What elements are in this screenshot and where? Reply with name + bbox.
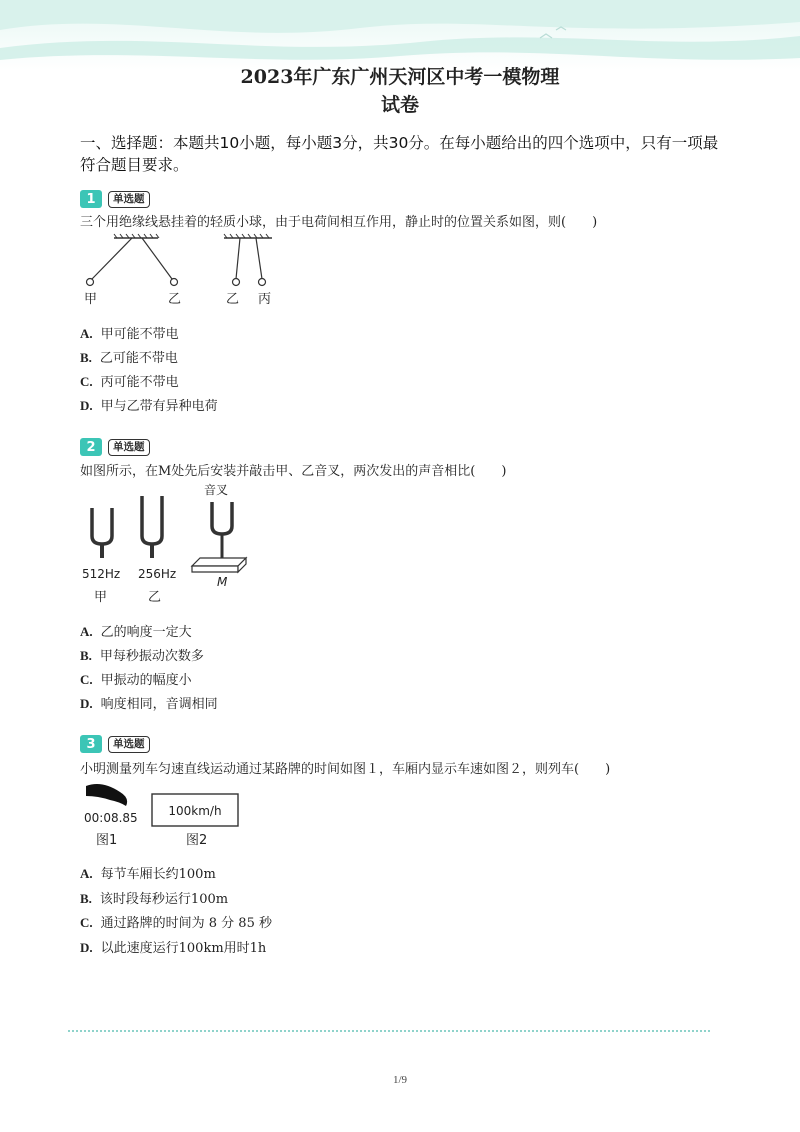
option-text: 通过路牌的时间为 8 分 85 秒: [100, 916, 272, 931]
question-type-tag: 单选题: [108, 191, 150, 208]
tuning-forks-figure: [78, 480, 258, 610]
question-type-tag: 单选题: [108, 439, 150, 456]
document-title: 2023年广东广州天河区中考一模物理: [240, 66, 560, 88]
base-label: M: [217, 575, 228, 589]
option-letter: B.: [80, 891, 92, 906]
question-1-option-b[interactable]: [80, 347, 178, 366]
option-letter: A.: [80, 624, 93, 639]
question-1-header: [80, 189, 150, 209]
option-text: 丙可能不带电: [100, 375, 179, 390]
question-1-option-c[interactable]: [80, 371, 179, 390]
option-letter: D.: [80, 940, 93, 955]
fork-b-name: 乙: [148, 590, 162, 605]
option-letter: C.: [80, 374, 93, 389]
option-text: 该时段每秒运行100m: [99, 892, 229, 907]
option-text: 每节车厢长约100m: [100, 867, 216, 882]
timer-readout: 00:08.85: [84, 811, 138, 825]
question-2-option-c[interactable]: [80, 669, 192, 688]
option-letter: D.: [80, 398, 93, 413]
label-yi: 乙: [168, 292, 182, 307]
question-2-option-d[interactable]: [80, 693, 218, 712]
question-type-tag: 单选题: [108, 736, 150, 753]
option-text: 以此速度运行100km用时1h: [100, 941, 267, 956]
question-2-stem-text: 如图所示，在M处先后安装并敲击甲、乙音叉，两次发出的声音相比( ): [80, 464, 507, 479]
option-letter: C.: [80, 672, 93, 687]
footer-divider: [68, 1030, 710, 1032]
option-letter: D.: [80, 696, 93, 711]
option-text: 甲振动的幅度小: [100, 673, 192, 688]
option-letter: A.: [80, 866, 93, 881]
header-banner: [0, 0, 800, 70]
charged-balls-figure: [80, 230, 300, 310]
option-letter: B.: [80, 350, 92, 365]
speed-display: 100km/h: [168, 804, 222, 818]
fork-a-name: 甲: [94, 590, 108, 605]
fork-c-caption: 音叉: [204, 483, 229, 497]
option-text: 乙可能不带电: [99, 351, 178, 366]
fork-b-frequency: 256Hz: [138, 567, 177, 581]
train-figure: [80, 778, 260, 850]
question-3-option-a[interactable]: [80, 863, 216, 882]
option-text: 甲与乙带有异种电荷: [100, 399, 218, 414]
question-3-stem: 小明测量列车匀速直线运动通过某路牌的时间如图１，车厢内显示车速如图２，则列车( ): [80, 762, 611, 777]
question-3-header: [80, 734, 150, 754]
option-text: 甲每秒振动次数多: [99, 649, 204, 664]
question-2-option-b[interactable]: [80, 645, 204, 664]
document-title-line2: 试卷: [380, 94, 419, 116]
question-1-option-a[interactable]: [80, 323, 179, 342]
question-1-stem: 三个用绝缘线悬挂着的轻质小球，由于电荷间相互作用，静止时的位置关系如图，则( ): [80, 215, 598, 230]
question-3-option-c[interactable]: [80, 912, 272, 931]
question-1-option-d[interactable]: [80, 395, 218, 414]
question-2-option-a[interactable]: [80, 621, 192, 640]
option-letter: C.: [80, 915, 93, 930]
option-text: 甲可能不带电: [100, 327, 179, 342]
option-text: 响度相同，音调相同: [100, 697, 218, 712]
label-bing: 丙: [258, 292, 272, 307]
fig2-caption: 图2: [186, 833, 208, 848]
question-number-badge: 1: [80, 190, 102, 208]
option-letter: A.: [80, 326, 93, 341]
fork-a-frequency: 512Hz: [82, 567, 121, 581]
question-number-badge: 2: [80, 438, 102, 456]
question-3-option-d[interactable]: [80, 937, 266, 956]
section-heading: 一、选择题：本题共10小题，每小题3分，共30分。在每小题给出的四个选项中，只有一项最符合题目要求。: [80, 134, 719, 174]
option-letter: B.: [80, 648, 92, 663]
label-yi-2: 乙: [226, 292, 240, 307]
question-2-stem: [80, 460, 730, 479]
fig1-caption: 图1: [96, 833, 118, 848]
question-2-header: [80, 437, 150, 457]
question-number-badge: 3: [80, 735, 102, 753]
question-3-option-b[interactable]: [80, 888, 228, 907]
label-jia: 甲: [84, 292, 98, 307]
page-number: 1/9: [392, 1074, 408, 1086]
option-text: 乙的响度一定大: [100, 625, 192, 640]
